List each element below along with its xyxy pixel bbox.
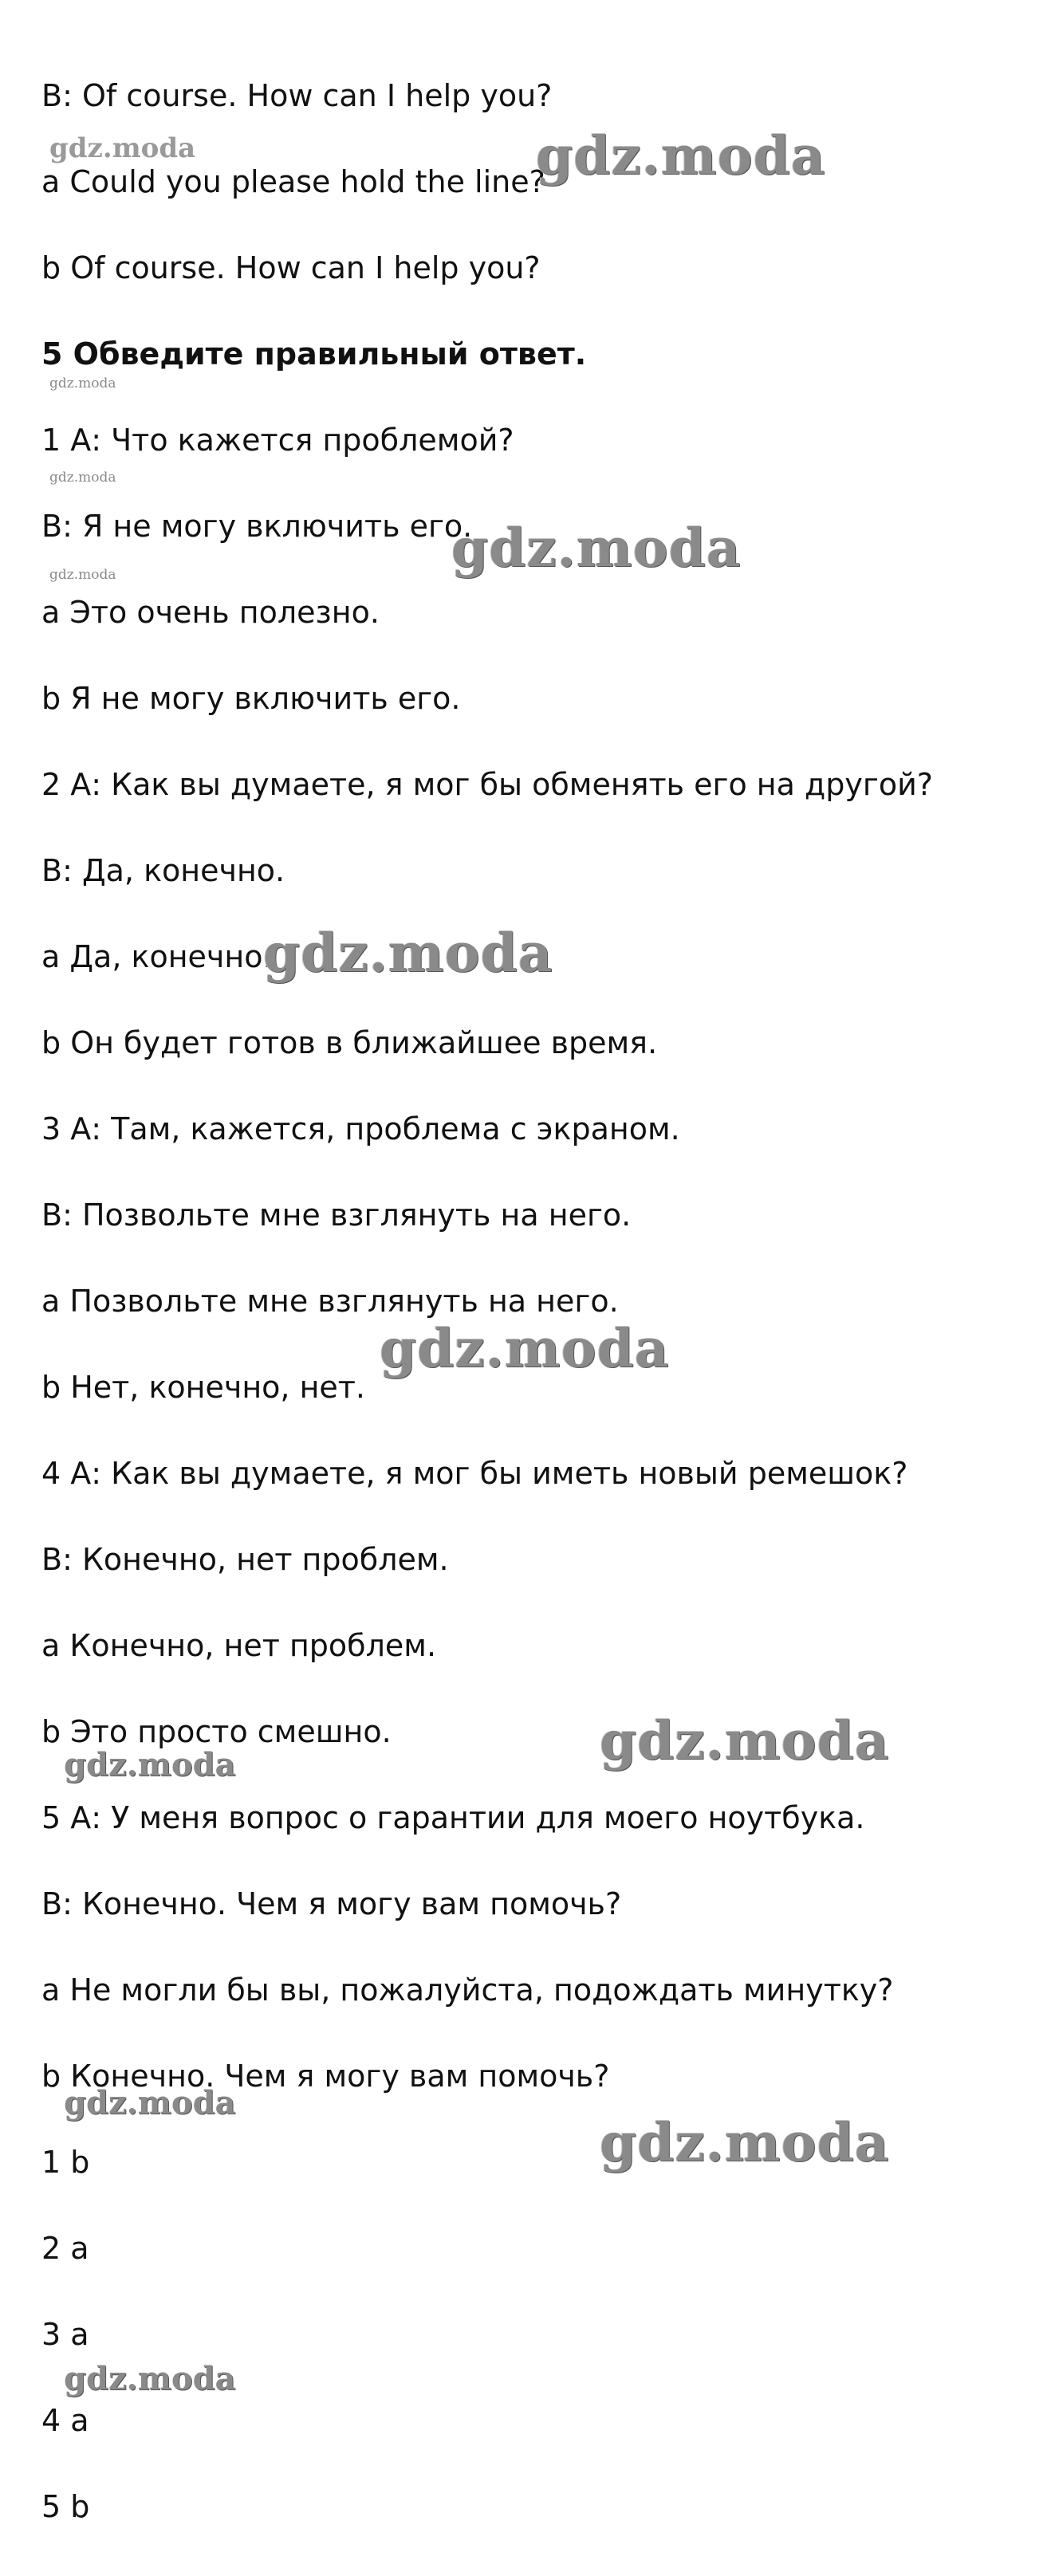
question-1-prompt: 1 А: Что кажется проблемой? xyxy=(41,423,514,458)
question-4-answer: В: Конечно, нет проблем. xyxy=(41,1542,449,1577)
question-3-prompt: 3 А: Там, кажется, проблема с экраном. xyxy=(41,1111,680,1146)
question-3-answer: В: Позвольте мне взглянуть на него. xyxy=(41,1198,632,1233)
question-5-option-a: a Не могли бы вы, пожалуйста, подождать минутку? xyxy=(41,1972,894,2008)
watermark: gdz.moda xyxy=(64,2360,236,2397)
question-4-option-a: a Конечно, нет проблем. xyxy=(41,1628,437,1663)
question-2-prompt: 2 А: Как вы думаете, я мог бы обменять его на другой? xyxy=(41,767,933,802)
answer-key-4: 4 a xyxy=(41,2403,89,2438)
answer-key-5: 5 b xyxy=(41,2489,90,2524)
question-5-prompt: 5 А: У меня вопрос о гарантии для моего ноутбука. xyxy=(41,1800,865,1835)
text-line-3: b Of course. How can I help you? xyxy=(41,250,541,285)
watermark: gdz.moda xyxy=(49,132,196,164)
watermark: gdz.moda xyxy=(49,470,116,486)
question-2-option-a: a Да, конечно. xyxy=(41,939,273,974)
text-line-1: B: Of course. How can I help you? xyxy=(41,78,553,113)
watermark: gdz.moda xyxy=(600,1709,890,1772)
question-5-option-b: b Конечно. Чем я могу вам помочь? xyxy=(41,2059,610,2094)
question-4-option-b: b Это просто смешно. xyxy=(41,1714,392,1749)
answer-key-2: 2 a xyxy=(41,2231,89,2266)
watermark: gdz.moda xyxy=(380,1317,670,1379)
watermark: gdz.moda xyxy=(49,567,116,583)
text-line-2: a Could you please hold the line? xyxy=(41,164,545,199)
watermark: gdz.moda xyxy=(451,517,742,579)
answer-key-3: 3 a xyxy=(41,2317,89,2352)
watermark: gdz.moda xyxy=(263,922,553,984)
question-4-prompt: 4 А: Как вы думаете, я мог бы иметь новый ремешок? xyxy=(41,1456,908,1491)
watermark: gdz.moda xyxy=(600,2111,890,2173)
question-3-option-a: a Позвольте мне взглянуть на него. xyxy=(41,1284,619,1319)
question-5-answer: В: Конечно. Чем я могу вам помочь? xyxy=(41,1886,622,1921)
watermark: gdz.moda xyxy=(64,1746,236,1784)
watermark: gdz.moda xyxy=(536,124,826,187)
question-3-option-b: b Нет, конечно, нет. xyxy=(41,1370,366,1405)
question-1-option-b: b Я не могу включить его. xyxy=(41,681,461,716)
watermark: gdz.moda xyxy=(64,2084,236,2122)
answer-key-1: 1 b xyxy=(41,2145,90,2180)
watermark: gdz.moda xyxy=(49,376,116,391)
question-1-answer: В: Я не могу включить его. xyxy=(41,509,473,544)
question-2-answer: В: Да, конечно. xyxy=(41,853,285,888)
section-heading: 5 Обведите правильный ответ. xyxy=(41,336,587,372)
question-2-option-b: b Он будет готов в ближайшее время. xyxy=(41,1025,658,1060)
question-1-option-a: a Это очень полезно. xyxy=(41,595,380,630)
